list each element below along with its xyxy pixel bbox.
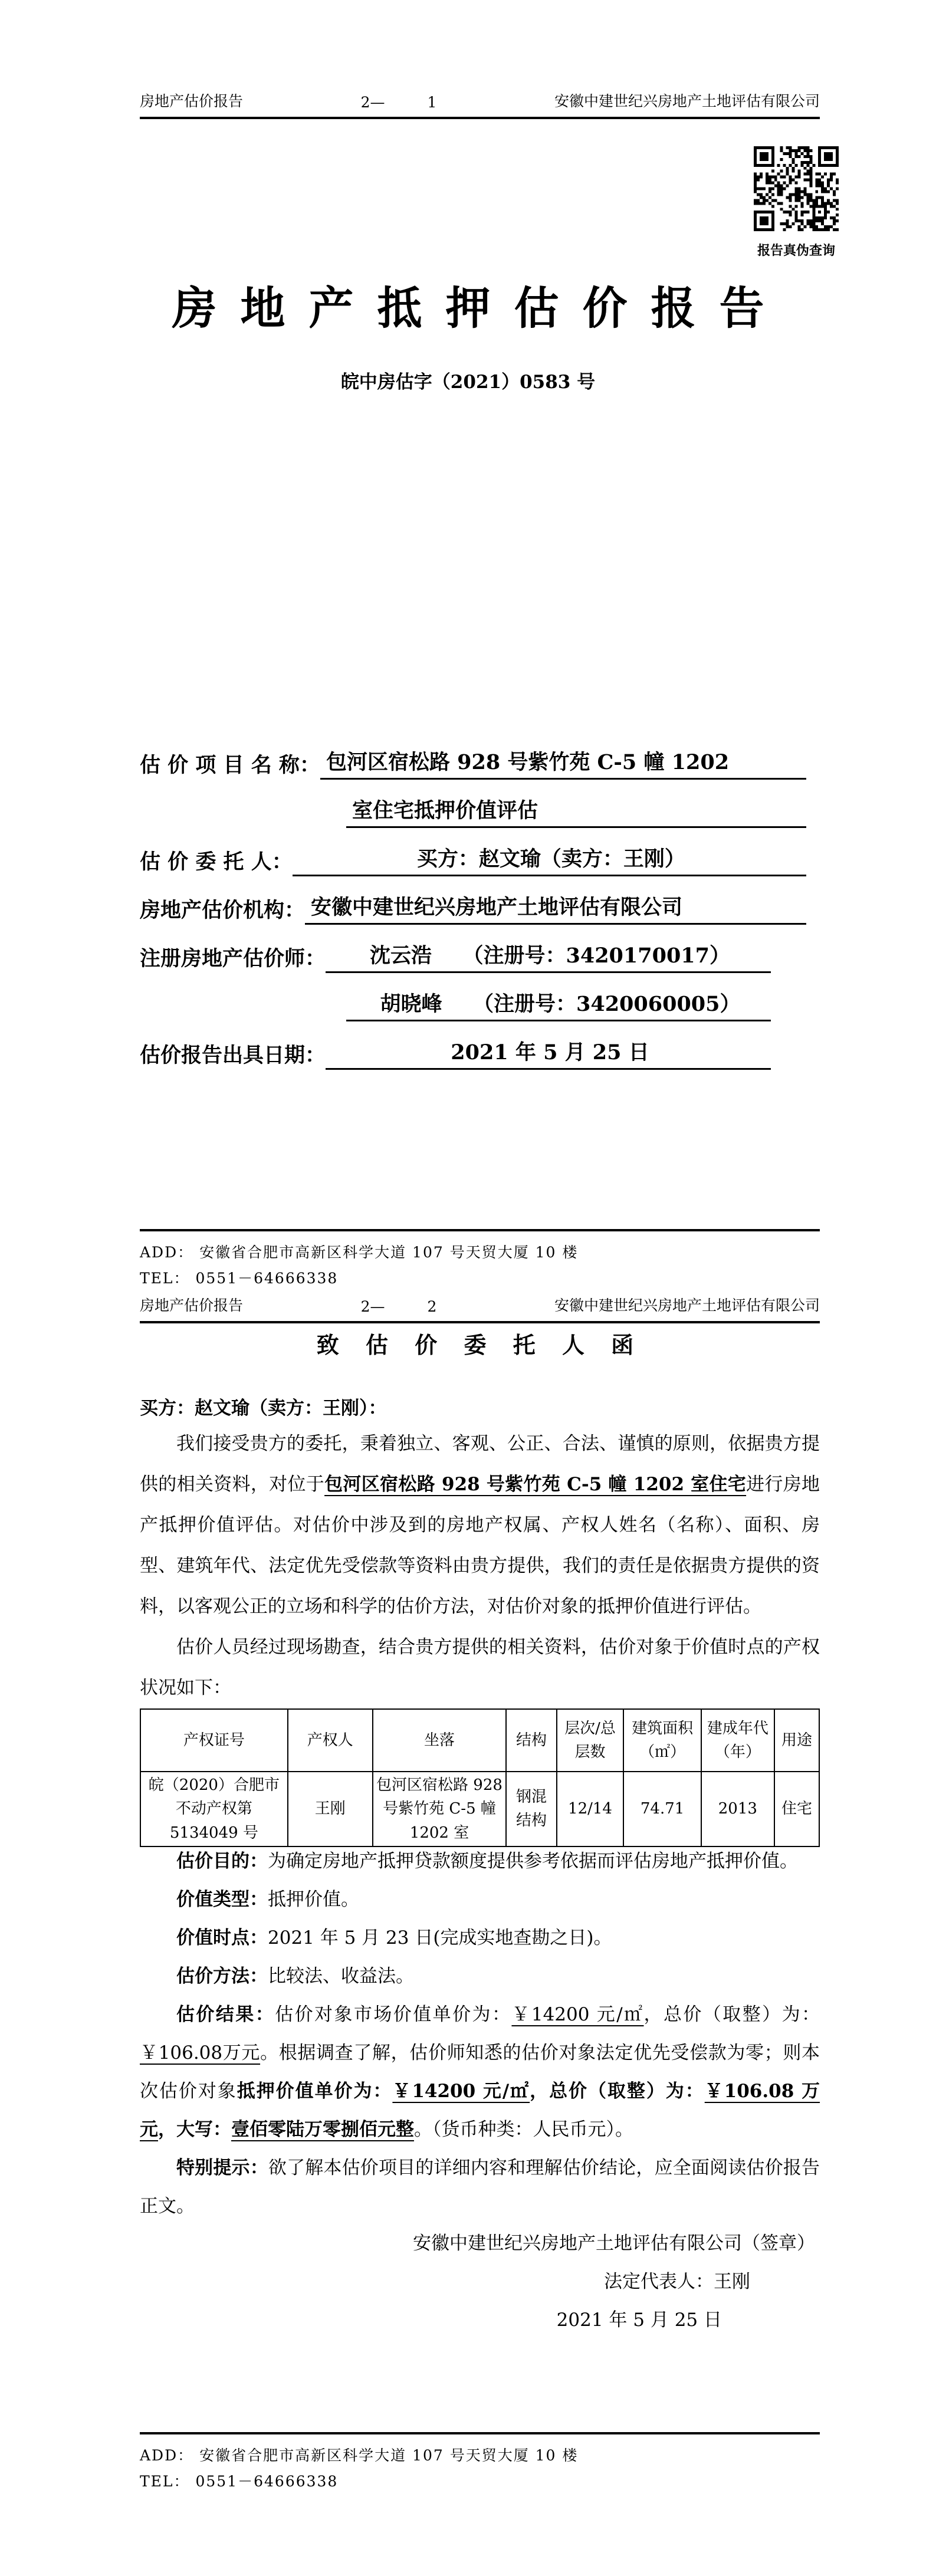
page2-running-footer	[140, 2432, 820, 2495]
item-label: 估价结果：	[176, 2004, 275, 2025]
field-value: 室住宅抵押价值评估	[346, 794, 806, 828]
qr-verification-block	[754, 146, 839, 231]
footer-telephone: TEL： 0551－64666338	[140, 1270, 339, 1287]
field-client	[140, 828, 806, 876]
mortgage-total-price-value: ￥106.08 万元	[140, 2081, 820, 2140]
field-value: 沈云浩 （注册号：3420170017）	[326, 939, 771, 973]
report-document-number: 皖中房估字（2021）0583 号	[340, 372, 596, 393]
unit-price-value: ￥14200 元/㎡	[511, 2004, 644, 2025]
field-label: 注册房地产估价师：	[140, 947, 326, 971]
item-text: 比较法、收益法。	[268, 1966, 414, 1987]
header-page-prefix: 2—	[360, 1298, 385, 1315]
property-rights-table	[140, 1708, 820, 1847]
table-header-cell: 结构	[506, 1709, 556, 1772]
header-page-number: 1	[427, 94, 437, 111]
item-value-date	[140, 1919, 820, 1957]
report-title: 房地产抵押估价报告	[172, 282, 788, 334]
field-issue-date	[140, 1021, 806, 1070]
amount-in-words-value: 壹佰零陆万零捌佰元整	[231, 2119, 414, 2140]
header-doc-type: 房地产估价报告	[140, 93, 244, 110]
cover-fields	[140, 731, 806, 1070]
footer-address: ADD： 安徽省合肥市高新区科学大道 107 号天贸大厦 10 楼	[140, 1244, 579, 1261]
result-run-bold: 抵押价值单价为：	[237, 2081, 393, 2102]
result-run: ，总价（取整）为：	[643, 2004, 820, 2025]
field-value: 包河区宿松路 928 号紫竹苑 C-5 幢 1202	[320, 746, 806, 780]
header-page-indicator	[361, 94, 437, 111]
table-header-row	[140, 1709, 819, 1772]
table-header-cell: 用途	[774, 1709, 819, 1772]
table-header-cell: 建成年代（年）	[701, 1709, 774, 1772]
item-label: 价值类型：	[176, 1889, 268, 1910]
qr-code-icon	[754, 146, 839, 231]
item-label: 价值时点：	[176, 1927, 268, 1949]
footer-address: ADD： 安徽省合肥市高新区科学大道 107 号天贸大厦 10 楼	[140, 2447, 579, 2464]
table-header-cell: 建筑面积（㎡）	[623, 1709, 701, 1772]
paragraph-text	[140, 1424, 820, 1627]
field-value: 安徽中建世纪兴房地产土地评估有限公司	[305, 891, 806, 925]
paragraph-run: 进行房地产抵押价值评估。对估价中涉及到的房地产权属、产权人姓名（名称）、面积、房型、建筑年代、法定优先受偿款等资料由贵方提供，我们的责任是依据贵方提供的资料，以客观公正的立场和科学的估价方法，对估价对象的抵押价值进行评估。	[140, 1474, 820, 1617]
letter-paragraph-engagement	[140, 1424, 820, 1627]
signature-legal-representative: 法定代表人：王刚	[604, 2271, 750, 2292]
result-run-bold: ，总价（取整）为：	[530, 2081, 705, 2102]
page1-running-header	[140, 90, 820, 119]
item-text: 欲了解本估价项目的详细内容和理解估价结论，应全面阅读估价报告正文。	[140, 2157, 820, 2217]
item-method	[140, 1957, 820, 1996]
result-run: 估价对象市场价值单价为：	[275, 2004, 512, 2025]
header-company-name: 安徽中建世纪兴房地产土地评估有限公司	[554, 93, 820, 110]
signature-date: 2021 年 5 月 25 日	[556, 2309, 722, 2331]
footer-telephone: TEL： 0551－64666338	[140, 2473, 339, 2490]
letter-paragraph-survey	[140, 1627, 820, 1708]
field-project-name	[140, 731, 806, 780]
table-header-cell: 坐落	[373, 1709, 507, 1772]
table-cell: 钢混结构	[506, 1772, 556, 1846]
field-value: 胡晓峰 （注册号：3420060005）	[346, 988, 771, 1021]
field-appraiser-2	[140, 973, 806, 1021]
table-header-cell: 层次/总层数	[557, 1709, 624, 1772]
header-doc-type: 房地产估价报告	[140, 1297, 244, 1314]
table-cell: 皖（2020）合肥市不动产权第 5134049 号	[140, 1772, 288, 1846]
mortgage-unit-price-value: ￥14200 元/㎡	[392, 2081, 530, 2102]
paragraph-run: 我们接受贵方的委托，秉着独立、客观、公正、合法、谨慎的原则，依据贵方提供的相关资料，对位于	[140, 1433, 820, 1495]
item-purpose	[140, 1842, 820, 1881]
result-run: 。根据调查了解，估价师知悉的估价对象法定优先受偿款为零；则本次估价对象	[140, 2042, 820, 2102]
total-price-value: ￥106.08万元	[140, 2042, 261, 2064]
field-label: 估 价 委 托 人：	[140, 850, 293, 874]
table-cell: 包河区宿松路 928 号紫竹苑 C-5 幢 1202 室	[373, 1772, 507, 1846]
table-cell: 74.71	[623, 1772, 701, 1846]
header-page-prefix: 2—	[360, 94, 385, 111]
signature-block	[140, 2225, 820, 2340]
field-agency	[140, 876, 806, 925]
item-special-notice	[140, 2149, 820, 2226]
field-appraiser-1	[140, 925, 806, 973]
item-label: 估价目的：	[176, 1851, 268, 1872]
letter-salutation: 买方：赵文瑜（卖方：王刚）：	[140, 1398, 387, 1419]
table-cell: 2013	[701, 1772, 774, 1846]
header-page-indicator	[361, 1298, 437, 1315]
table-row	[140, 1772, 819, 1846]
table-cell: 12/14	[557, 1772, 624, 1846]
field-label: 估 价 项 目 名 称：	[140, 753, 320, 777]
item-text: 2021 年 5 月 23 日(完成实地查勘之日)。	[268, 1927, 612, 1949]
appraisal-summary-items	[140, 1842, 820, 2226]
page2-running-header	[140, 1294, 820, 1323]
item-value-type	[140, 1881, 820, 1919]
item-label: 估价方法：	[176, 1966, 268, 1987]
item-label: 特别提示：	[176, 2157, 268, 2179]
field-project-name-line2	[140, 780, 806, 828]
letter-title: 致 估 价 委 托 人 函	[316, 1332, 643, 1358]
item-result	[140, 1996, 820, 2149]
field-value: 2021 年 5 月 25 日	[326, 1036, 771, 1070]
property-address-emphasis: 包河区宿松路 928 号紫竹苑 C-5 幢 1202 室住宅	[324, 1474, 747, 1495]
field-label: 估价报告出具日期：	[140, 1043, 326, 1067]
header-page-number: 2	[427, 1298, 437, 1315]
field-value: 买方：赵文瑜（卖方：王刚）	[293, 843, 806, 876]
item-text: 为确定房地产抵押贷款额度提供参考依据而评估房地产抵押价值。	[268, 1851, 798, 1872]
qr-caption: 报告真伪查询	[757, 243, 835, 258]
item-text: 抵押价值。	[268, 1889, 359, 1910]
page1-running-footer	[140, 1229, 820, 1292]
table-cell: 住宅	[774, 1772, 819, 1846]
header-company-name: 安徽中建世纪兴房地产土地评估有限公司	[554, 1297, 820, 1314]
table-cell: 王刚	[288, 1772, 373, 1846]
paragraph-text: 估价人员经过现场勘查，结合贵方提供的相关资料，估价对象于价值时点的产权状况如下：	[140, 1637, 820, 1698]
table-header-cell: 产权证号	[140, 1709, 288, 1772]
result-run: 。（货币种类：人民币元）。	[414, 2119, 633, 2140]
table-header-cell: 产权人	[288, 1709, 373, 1772]
field-label: 房地产估价机构：	[140, 898, 306, 922]
result-run-bold: ，大写：	[158, 2119, 231, 2140]
signature-company: 安徽中建世纪兴房地产土地评估有限公司（签章）	[413, 2233, 815, 2254]
